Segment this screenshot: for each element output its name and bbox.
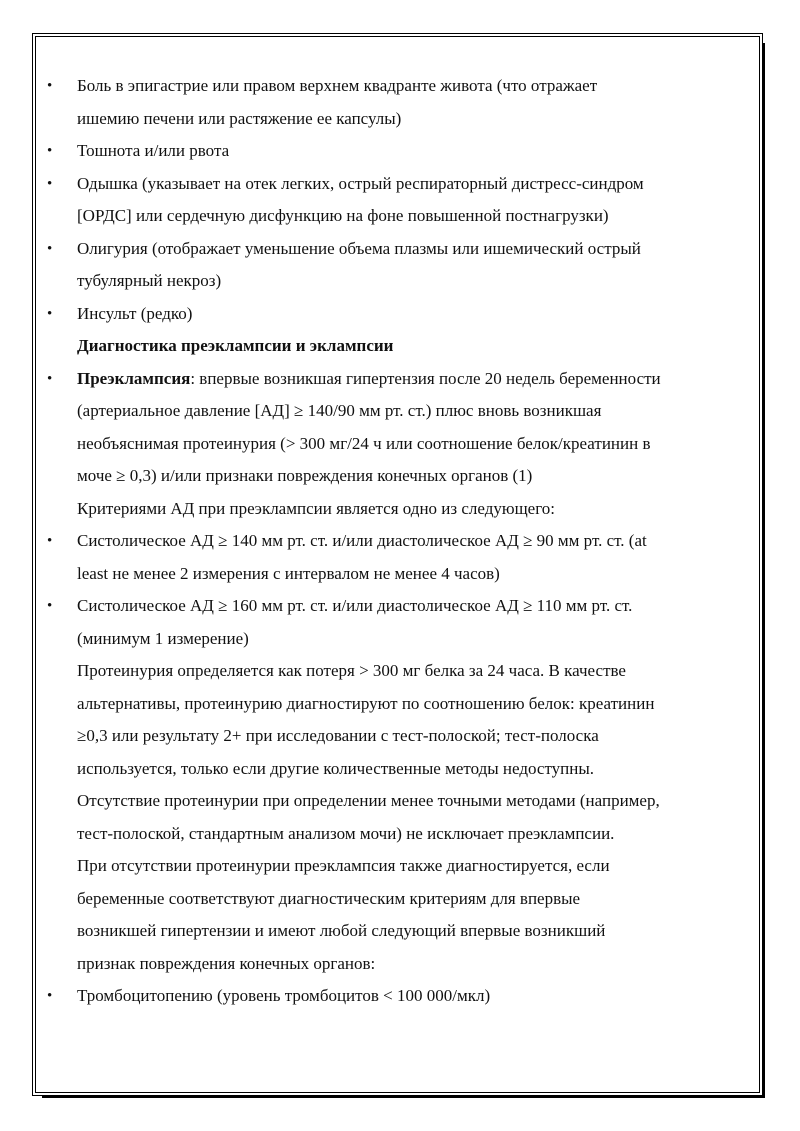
text-line: Систолическое АД ≥ 140 мм рт. ст. и/или диастолическое АД ≥ 90 мм рт. ст. (at [77,531,647,550]
text-line: Тошнота и/или рвота [77,141,230,160]
text-line: Диагностика преэклампсии и эклампсии [77,336,394,355]
text-line: (артериальное давление [АД] ≥ 140/90 мм рт. ст.) плюс вновь возникшая [77,401,602,420]
text-line: least не менее 2 измерения с интервалом не менее 4 часов) [77,563,500,583]
paragraph [44,493,724,526]
text-line: Тромбоцитопению (уровень тромбоцитов < 100 000/мкл) [77,986,491,1005]
list-item [44,298,724,331]
text-line: Одышка (указывает на отек легких, острый респираторный дистресс-синдром [77,173,644,193]
text-line: возникшей гипертензии и имеют любой следующий впервые возникший [77,921,606,940]
text-line: тест-полоской, стандартным анализом мочи) не исключает преэклампсии. [77,823,615,843]
term-label: Преэклампсия [77,368,191,388]
text-line: используется, только если другие количественные методы недоступны. [77,758,595,778]
bullet-icon: • [47,370,53,387]
list-item [44,525,724,590]
text-line: Боль в эпигастрие или правом верхнем квадранте живота (что отражает [77,76,598,95]
text-line: альтернативы, протеинурию диагностируют по соотношению белок: креатинин [77,693,655,713]
text-line: (минимум 1 измерение) [77,628,249,648]
text-line: Отсутствие протеинурии при определении менее точными методами (например, [77,791,660,810]
list-item [44,70,724,135]
text-line: [ОРДС] или сердечную дисфункцию на фоне повышенной постнагрузки) [77,206,609,225]
paragraph [44,850,724,980]
text-line: тубулярный некроз) [77,271,222,290]
list-item [44,168,724,233]
text-line: Инсульт (редко) [77,303,193,323]
text-line: ишемию печени или растяжение ее капсулы) [77,108,402,128]
text-line: Олигурия (отображает уменьшение объема плазмы или ишемический острый [77,238,641,258]
document-body [44,70,724,1013]
text-line: необъяснимая протеинурия (> 300 мг/24 ч или соотношение белок/креатинин в [77,433,651,453]
bullet-icon: • [47,988,53,1004]
paragraph [44,655,724,850]
text-line: : впервые возникшая гипертензия после 20 недель беременности [190,368,661,388]
list-item [44,363,724,493]
list-item [44,233,724,298]
bullet-icon: • [47,305,53,322]
text-line: моче ≥ 0,3) и/или признаки повреждения конечных органов (1) [77,466,533,485]
bullet-icon: • [47,533,53,549]
text-line: Критериями АД при преэклампсии является одно из следующего: [77,498,555,518]
bullet-icon: • [47,78,53,94]
bullet-icon: • [47,240,53,257]
bullet-icon: • [47,175,53,192]
bullet-icon: • [47,598,53,614]
text-line: ≥0,3 или результату 2+ при исследовании с тест-полоской; тест-полоска [77,726,599,745]
text-line: Систолическое АД ≥ 160 мм рт. ст. и/или диастолическое АД ≥ 110 мм рт. ст. [77,596,633,615]
text-line: признак повреждения конечных органов: [77,953,376,973]
list-item [44,590,724,655]
list-item [44,980,724,1013]
text-line: беременные соответствуют диагностическим критериям для впервые [77,888,581,908]
list-item [44,135,724,168]
text-line: При отсутствии протеинурии преэклампсия также диагностируется, если [77,856,610,875]
section-heading [44,330,724,363]
bullet-icon: • [47,143,53,159]
text-line: Протеинурия определяется как потеря > 300 мг белка за 24 часа. В качестве [77,661,626,680]
